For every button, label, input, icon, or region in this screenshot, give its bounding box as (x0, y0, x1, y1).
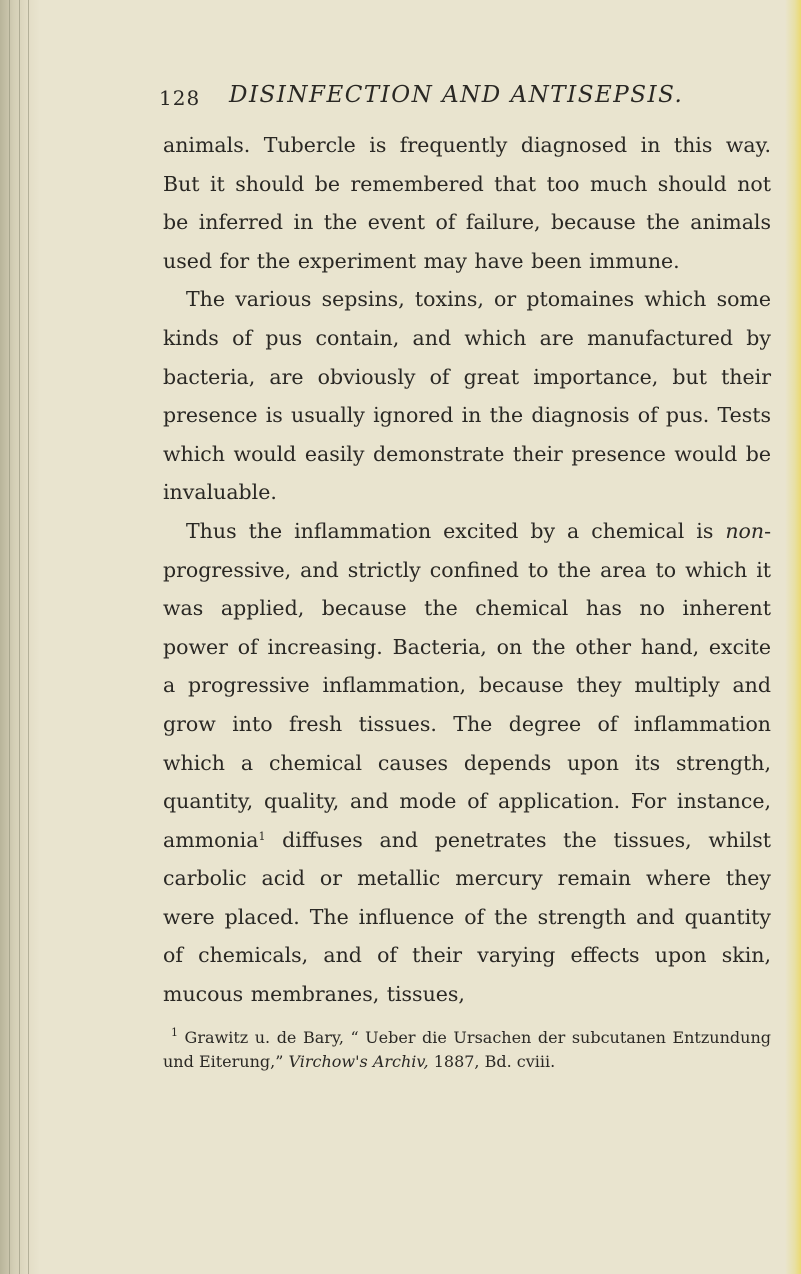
gutter-line (28, 0, 29, 1274)
gutter-line (19, 0, 20, 1274)
gutter-line (9, 0, 10, 1274)
book-page (159, 82, 771, 1074)
book-gutter (0, 0, 40, 1274)
footnote-citation-end: 1887, Bd. cviii. (428, 1051, 556, 1071)
paragraph-2: The various sepsins, toxins, or ptomaines which some kinds of pus contain, and which are manufactured by bacteria, are obviously of great importance, but their presence is usually ignored in the diagnosis of pus. Tests which would easily demonstrate their presence would be invaluable. (163, 287, 771, 505)
body-text (163, 126, 771, 1014)
footnote-marker: 1 (171, 1025, 178, 1039)
paragraph-3-start: Thus the inflammation excited by a chemical is (186, 518, 726, 543)
paragraph-3 (163, 512, 771, 1014)
italic-non: non (725, 518, 765, 543)
footnote-1 (163, 1026, 771, 1074)
footnote-citation: Grawitz u. de Bary, “ Ueber die Ursachen der subcutanen Entzundung und Eiterung,” (163, 1027, 771, 1071)
paragraph-3-end: diffuses and penetrates the tissues, whilst carbolic acid or metallic mercury remain where they were placed. The influence of the strength and quantity of chemicals, and of their varying effects upon skin, mucous membranes, tissues, (163, 827, 771, 1007)
paragraph-1: animals. Tubercle is frequently diagnosed in this way. But it should be remembered that too much should not be inferred in the event of failure, because the animals used for the experiment may have been immune. (163, 133, 771, 273)
running-head (159, 82, 771, 126)
footnotes (163, 1026, 771, 1074)
page-number: 128 (159, 86, 201, 110)
footnote-journal: Virchow's Archiv, (288, 1051, 429, 1071)
paragraph-3-middle: -progressive, and strictly confined to the area to which it was applied, because the chemical has no inherent power of increasing. Bacteria, on the other hand, excite a progressive inflammation, because they multiply and grow into fresh tissues. The degree of inflammation which a chemical causes depends upon its strength, quantity, quality, and mode of application. For instance, ammonia (163, 518, 771, 852)
footnote-reference: 1 (258, 829, 266, 843)
running-title: DISINFECTION AND ANTISEPSIS. (229, 82, 684, 108)
page-edge (785, 0, 801, 1274)
